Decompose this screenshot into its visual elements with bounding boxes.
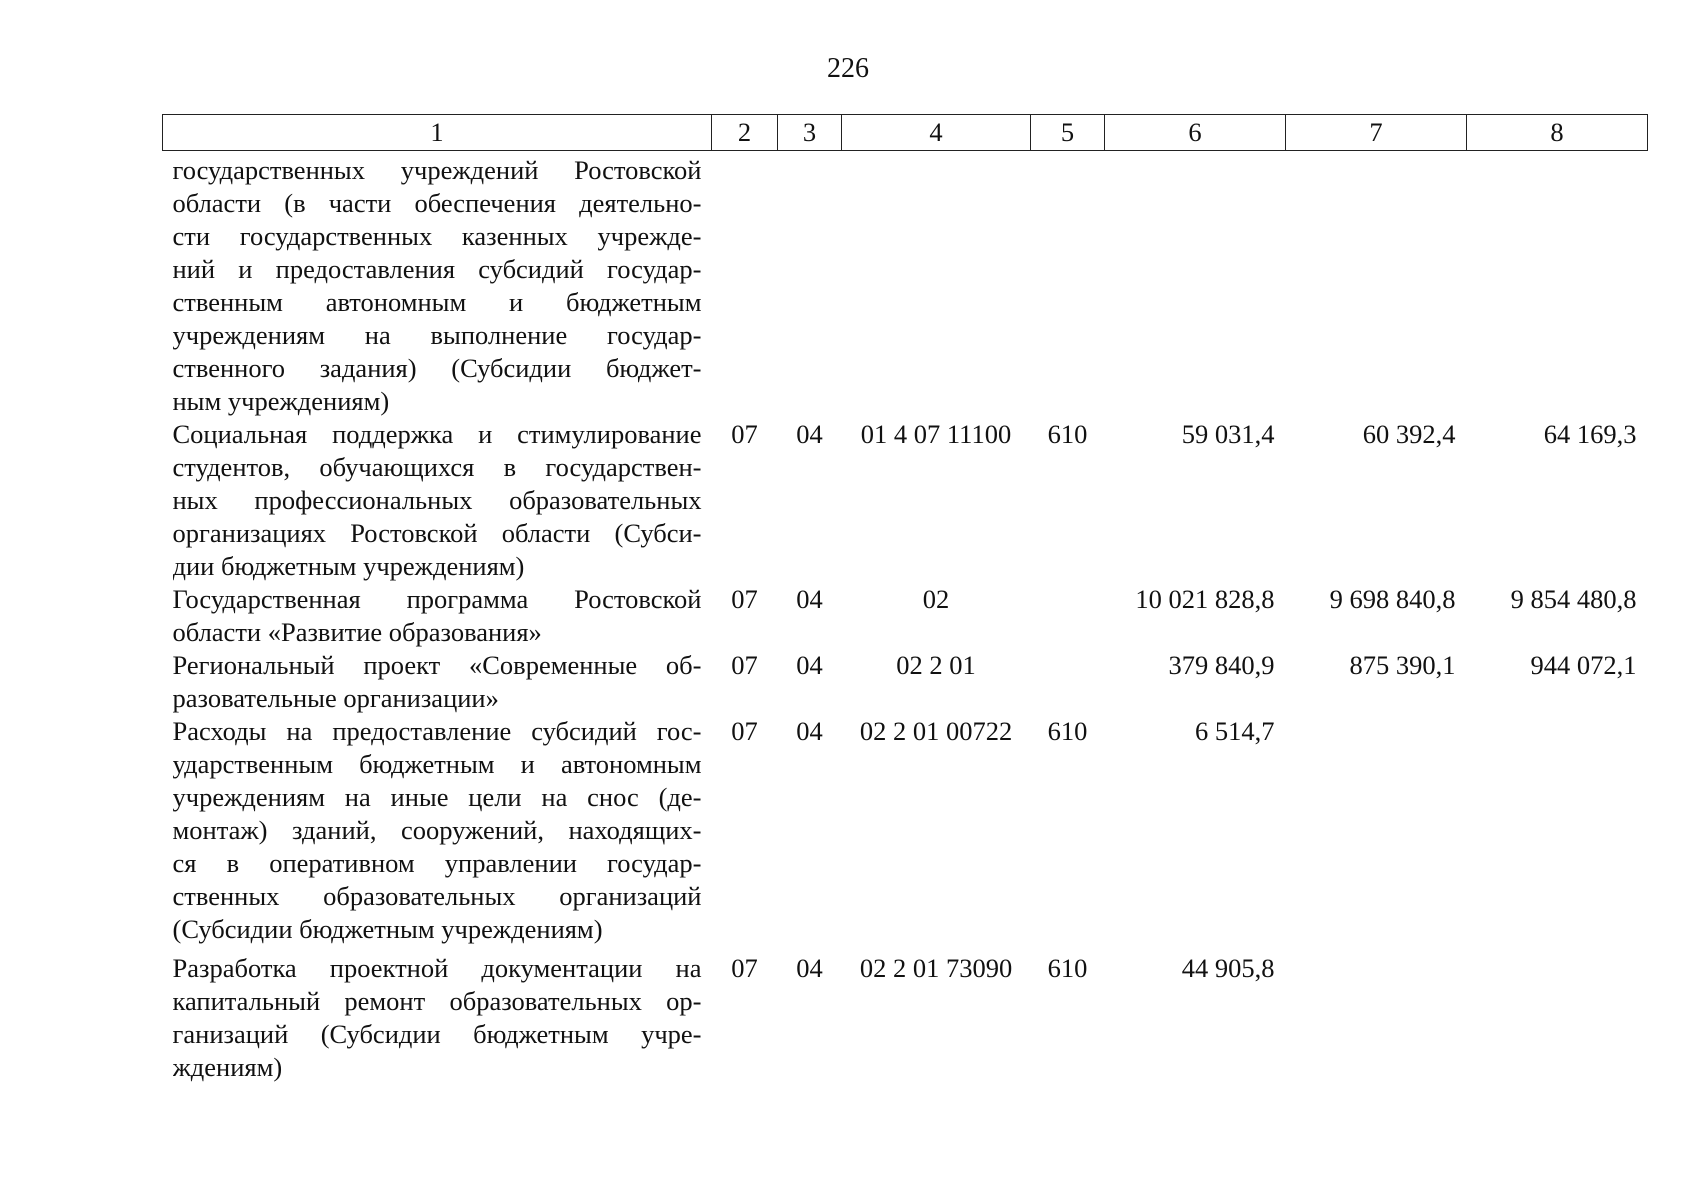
row-target-code: 02 2 01 73090 bbox=[859, 953, 1013, 983]
row-name-line: учреждениям на выполнение государ- bbox=[172, 320, 702, 350]
row-name-line: Государственная программа Ростовской bbox=[172, 584, 702, 614]
header-row bbox=[163, 115, 1648, 151]
row-amount-2: 9 698 840,8 bbox=[1329, 584, 1456, 614]
row-name-line: монтаж) зданий, сооружений, находящих- bbox=[172, 815, 702, 845]
row-name-line: ний и предоставления субсидий государ- bbox=[172, 254, 702, 284]
row-section: 07 bbox=[731, 650, 758, 680]
row-name bbox=[163, 583, 712, 649]
table-row bbox=[163, 946, 1648, 1084]
table-row bbox=[163, 418, 1648, 583]
row-amount-2: 60 392,4 bbox=[1362, 419, 1456, 449]
row-name-line: Региональный проект «Современные об- bbox=[172, 650, 702, 680]
row-amount-1: 6 514,7 bbox=[1195, 716, 1275, 746]
row-section: 07 bbox=[731, 716, 758, 746]
column-header-4: 4 bbox=[842, 115, 1031, 151]
row-expense-type bbox=[1031, 151, 1105, 419]
row-amount-3: 64 169,3 bbox=[1543, 419, 1637, 449]
row-name bbox=[163, 649, 712, 715]
row-name-line: ся в оперативном управлении государ- bbox=[172, 848, 702, 878]
page-number: 226 bbox=[827, 53, 869, 84]
row-section: 07 bbox=[731, 953, 758, 983]
table-row bbox=[163, 583, 1648, 649]
row-name-line: ударственным бюджетным и автономным bbox=[172, 749, 702, 779]
row-name bbox=[163, 946, 712, 1084]
row-expense-type: 610 bbox=[1047, 419, 1088, 449]
table-row bbox=[163, 151, 1648, 419]
row-name-line: области «Развитие образования» bbox=[172, 617, 542, 647]
row-section: 07 bbox=[731, 419, 758, 449]
column-header-5: 5 bbox=[1031, 115, 1105, 151]
row-name-line: студентов, обучающихся в государствен- bbox=[172, 452, 702, 482]
row-name-line: области (в части обеспечения деятельно- bbox=[172, 188, 702, 218]
row-amount-1: 379 840,9 bbox=[1168, 650, 1275, 680]
row-subsection: 04 bbox=[796, 953, 823, 983]
row-name-line: государственных учреждений Ростовской bbox=[172, 155, 702, 185]
row-name-line: ственным автономным и бюджетным bbox=[172, 287, 702, 317]
row-name-line: (Субсидии бюджетным учреждениям) bbox=[172, 914, 603, 944]
row-amount-3 bbox=[1467, 946, 1648, 1084]
row-name-line: разовательные организации» bbox=[172, 683, 499, 713]
row-name-line: ганизаций (Субсидии бюджетным учре- bbox=[172, 1019, 702, 1049]
row-target-code: 02 bbox=[922, 584, 950, 614]
row-name-line: Разработка проектной документации на bbox=[172, 953, 702, 983]
column-header-7: 7 bbox=[1286, 115, 1467, 151]
row-name-line: капитальный ремонт образовательных ор- bbox=[172, 986, 702, 1016]
row-name-line: ным учреждениям) bbox=[172, 386, 390, 416]
row-subsection bbox=[778, 151, 842, 419]
row-subsection: 04 bbox=[796, 419, 823, 449]
row-amount-1 bbox=[1105, 151, 1286, 419]
row-name-line: ждениям) bbox=[172, 1052, 283, 1082]
row-section: 07 bbox=[731, 584, 758, 614]
row-name-line: ственных образовательных организаций bbox=[172, 881, 702, 911]
row-amount-1: 44 905,8 bbox=[1181, 953, 1275, 983]
row-amount-3 bbox=[1467, 715, 1648, 946]
row-name-line: ных профессиональных образовательных bbox=[172, 485, 702, 515]
row-name-line: организациях Ростовской области (Субси- bbox=[172, 518, 702, 548]
row-target-code: 02 2 01 00722 bbox=[859, 716, 1013, 746]
table-row bbox=[163, 649, 1648, 715]
row-section bbox=[712, 151, 778, 419]
row-amount-1: 59 031,4 bbox=[1181, 419, 1275, 449]
row-expense-type bbox=[1031, 649, 1105, 715]
row-amount-2: 875 390,1 bbox=[1349, 650, 1456, 680]
row-name bbox=[163, 418, 712, 583]
row-name-line: ственного задания) (Субсидии бюджет- bbox=[172, 353, 702, 383]
row-name bbox=[163, 715, 712, 946]
table-body bbox=[163, 151, 1648, 1085]
row-name-line: дии бюджетным учреждениям) bbox=[172, 551, 525, 581]
row-subsection: 04 bbox=[796, 584, 823, 614]
row-amount-3 bbox=[1467, 151, 1648, 419]
column-header-3: 3 bbox=[778, 115, 842, 151]
row-amount-3: 9 854 480,8 bbox=[1510, 584, 1637, 614]
row-amount-2 bbox=[1286, 715, 1467, 946]
row-target-code: 02 2 01 bbox=[896, 650, 976, 680]
column-header-2: 2 bbox=[712, 115, 778, 151]
row-amount-1: 10 021 828,8 bbox=[1135, 584, 1275, 614]
budget-table bbox=[162, 114, 1648, 1084]
row-name-line: сти государственных казенных учрежде- bbox=[172, 221, 702, 251]
row-name bbox=[163, 151, 712, 419]
table-row bbox=[163, 715, 1648, 946]
row-expense-type bbox=[1031, 583, 1105, 649]
row-amount-2 bbox=[1286, 151, 1467, 419]
column-header-1: 1 bbox=[163, 115, 712, 151]
row-expense-type: 610 bbox=[1047, 716, 1088, 746]
row-name-line: Расходы на предоставление субсидий гос- bbox=[172, 716, 702, 746]
row-subsection: 04 bbox=[796, 716, 823, 746]
row-subsection: 04 bbox=[796, 650, 823, 680]
column-header-6: 6 bbox=[1105, 115, 1286, 151]
row-target-code bbox=[842, 151, 1031, 419]
row-target-code: 01 4 07 11100 bbox=[860, 419, 1012, 449]
row-name-line: учреждениям на иные цели на снос (де- bbox=[172, 782, 702, 812]
row-amount-3: 944 072,1 bbox=[1530, 650, 1637, 680]
row-expense-type: 610 bbox=[1047, 953, 1088, 983]
row-amount-2 bbox=[1286, 946, 1467, 1084]
row-name-line: Социальная поддержка и стимулирование bbox=[172, 419, 702, 449]
column-header-8: 8 bbox=[1467, 115, 1648, 151]
